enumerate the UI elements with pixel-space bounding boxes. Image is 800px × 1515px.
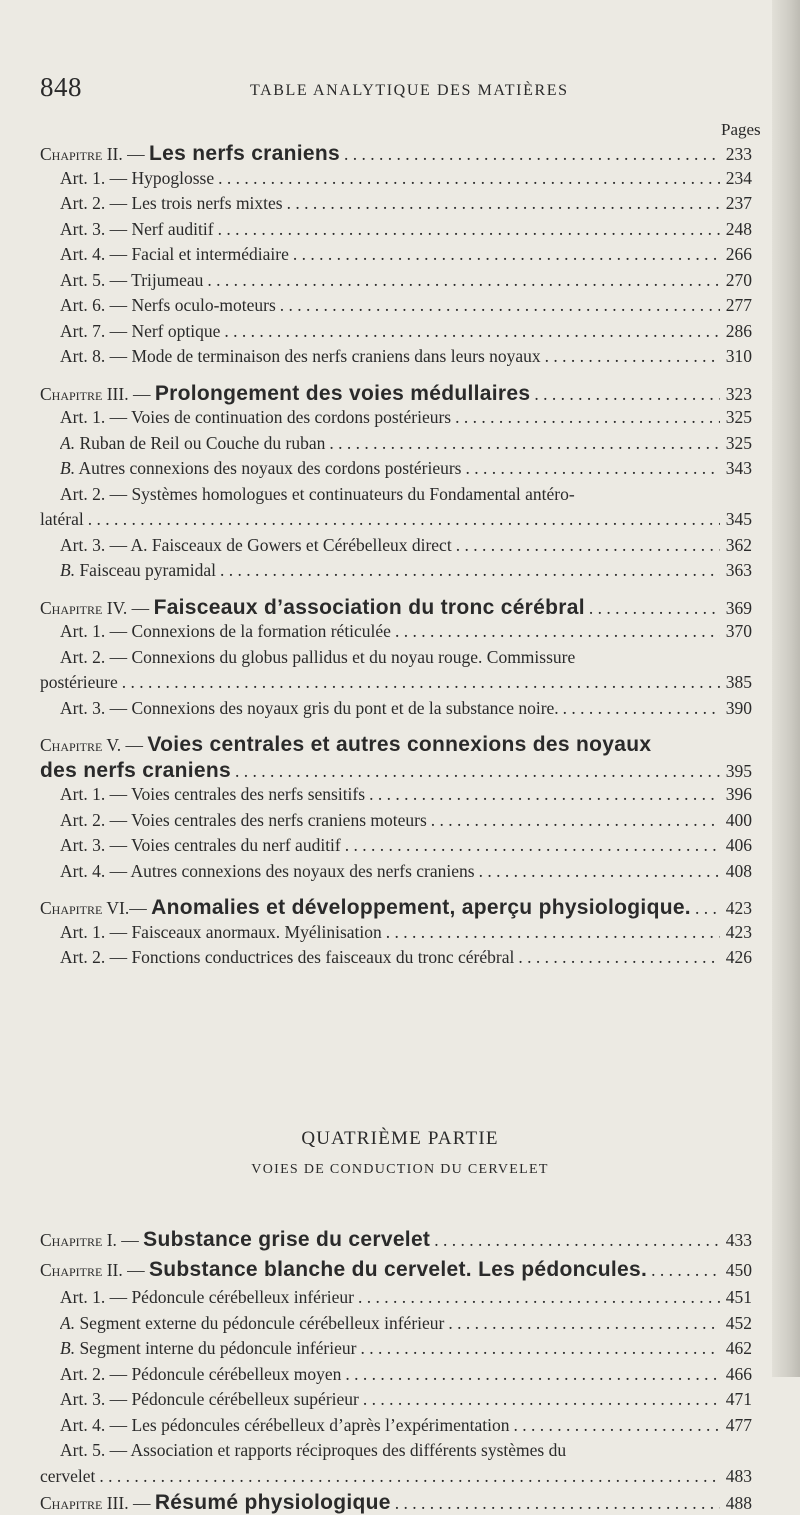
page-ref: 423: [725, 921, 752, 942]
page-ref: 408: [725, 860, 752, 881]
subsection-letter: A.: [60, 432, 76, 453]
page-ref: 369: [725, 597, 752, 618]
subsection-letter: B.: [60, 458, 76, 478]
subsection-letter: A.: [60, 1312, 76, 1333]
toc-entry: [60, 321, 752, 342]
page-ref: 363: [725, 560, 752, 580]
page-ref: 385: [725, 672, 752, 692]
page-ref: 423: [725, 898, 752, 918]
page-ref: 433: [725, 1230, 752, 1250]
toc-entry: [60, 698, 752, 719]
toc-entry: [60, 1338, 752, 1359]
page-ref: 396: [725, 784, 752, 804]
entry-label: [60, 1415, 509, 1436]
toc-entry-line: [40, 733, 752, 757]
page-ref: 325: [725, 407, 752, 427]
dot-leader: [541, 346, 720, 367]
chapter-title: Substance grise du cervelet: [143, 1228, 431, 1251]
toc-entry: [60, 193, 752, 214]
page-ref: 362: [725, 534, 752, 555]
toc-entry: [60, 346, 752, 367]
entry-label: [40, 1491, 391, 1515]
chapter-title: Résumé physiologique: [154, 1491, 391, 1514]
entry-label-cont: postérieure: [40, 672, 118, 692]
toc-entry: [40, 759, 752, 783]
article-title: Art. 7. — Nerf optique: [60, 320, 221, 341]
entry-label: [60, 433, 325, 454]
dot-leader: [391, 621, 720, 642]
page-ref: 323: [725, 383, 752, 404]
entry-label-cont: latéral: [40, 509, 84, 529]
article-title: Art. 2. — Fonctions conductrices des faisceaux du tronc cérébral: [60, 947, 515, 967]
page-ref: 471: [725, 1389, 752, 1409]
toc-entry: [60, 922, 752, 943]
dot-leader: [354, 1287, 720, 1308]
toc-entry-line: Art. 2. — Systèmes homologues et continuateurs du Fondamental antéro-: [60, 483, 575, 504]
entry-label: [60, 270, 203, 291]
subsection-letter: B.: [60, 560, 76, 580]
dot-leader: [84, 509, 720, 530]
toc-entry: [60, 1313, 752, 1334]
toc-entry: [60, 810, 752, 831]
toc-entry: [60, 1287, 752, 1308]
chapter-number: Chapitre II. —: [40, 144, 145, 164]
entry-label: [60, 193, 283, 214]
page-ref: 406: [725, 835, 752, 855]
article-title: Art. 6. — Nerfs oculo-moteurs: [60, 295, 276, 315]
dot-leader: [691, 898, 720, 919]
dot-leader: [216, 560, 720, 581]
article-title: Art. 4. — Autres connexions des noyaux des nerfs craniens: [60, 860, 475, 881]
page-ref: 483: [725, 1465, 752, 1486]
entry-label: [60, 560, 216, 581]
dot-leader: [341, 835, 720, 856]
entry-label: [40, 142, 340, 166]
entry-label: [40, 382, 530, 406]
entry-label: [60, 1364, 341, 1385]
article-title: Art. 3. — Voies centrales du nerf auditif: [60, 835, 341, 855]
toc-entry: [40, 509, 752, 530]
part-title: QUATRIÈME PARTIE: [301, 1128, 499, 1149]
page-ref: 266: [725, 244, 752, 264]
chapter-title: Faisceaux d’association du tronc cérébral: [153, 595, 585, 619]
toc-entry: [60, 1389, 752, 1410]
subsection-letter: B.: [60, 1338, 76, 1358]
page-number: 848: [40, 72, 82, 102]
dot-leader: [214, 168, 720, 189]
dot-leader: [341, 1364, 719, 1385]
entry-label: [60, 535, 452, 556]
dot-leader: [430, 1230, 720, 1251]
page-ref: 395: [725, 760, 752, 781]
toc-entry: [40, 1466, 752, 1487]
dot-leader: [359, 1389, 720, 1410]
page-ref: 237: [725, 193, 752, 213]
chapter-number: Chapitre VI.—: [40, 898, 147, 918]
dot-leader: [283, 193, 720, 214]
dot-leader: [340, 144, 720, 165]
page-ref: 370: [725, 621, 752, 641]
toc-entry: [60, 835, 752, 856]
subsection-title: Segment interne du pédoncule inférieur: [79, 1338, 357, 1358]
entry-label: [60, 295, 276, 316]
toc-entry: [60, 219, 752, 240]
dot-leader: [203, 270, 719, 291]
article-title: Art. 2. — Pédoncule cérébelleux moyen: [60, 1363, 342, 1384]
entry-label: [60, 1389, 359, 1410]
page-ref: 234: [725, 167, 752, 188]
subsection-title: Faisceau pyramidal: [79, 560, 217, 580]
article-title: Art. 1. — Voies centrales des nerfs sensitifs: [60, 784, 366, 804]
subsection-title: Autres connexions des noyaux des cordons postérieurs: [78, 458, 462, 478]
page-ref: 325: [725, 432, 752, 453]
toc-entry: [40, 1228, 752, 1252]
article-title: Art. 3. — Pédoncule cérébelleux supérieur: [60, 1389, 359, 1409]
toc-entry: [60, 244, 752, 265]
page-ref: 343: [725, 458, 752, 478]
entry-label: [40, 1258, 647, 1282]
dot-leader: [647, 1260, 720, 1281]
dot-leader: [585, 598, 720, 619]
entry-label: [60, 168, 214, 189]
dot-leader: [391, 1493, 720, 1514]
chapter-title: Voies centrales et autres connexions des noyaux: [147, 733, 652, 756]
page-ref: 452: [725, 1312, 752, 1333]
chapter-number: Chapitre IV. —: [40, 597, 150, 618]
article-title: Art. 4. — Facial et intermédiaire: [60, 244, 289, 264]
page-ref: 345: [725, 509, 752, 529]
page-ref: 400: [725, 809, 752, 830]
chapter-title-cont: des nerfs craniens: [40, 758, 231, 782]
toc-entry: [60, 295, 752, 316]
page-ref: 277: [725, 295, 752, 315]
subsection-title: Ruban de Reil ou Couche du ruban: [79, 432, 326, 453]
entry-label: [40, 672, 118, 693]
dot-leader: [427, 810, 720, 831]
dot-leader: [289, 244, 720, 265]
entry-label: [60, 621, 391, 642]
toc-entry: [40, 672, 752, 693]
article-title: Art. 2. — Les trois nerfs mixtes: [60, 193, 283, 213]
article-title: Art. 1. — Connexions de la formation réticulée: [60, 621, 391, 641]
entry-label: [60, 1287, 354, 1308]
toc-entry: [60, 1364, 752, 1385]
entry-label: [60, 321, 220, 342]
entry-label: [40, 896, 691, 920]
page-ref: 488: [725, 1493, 752, 1513]
toc-entry-line: Art. 2. — Connexions du globus pallidus et du noyau rouge. Commissure: [60, 646, 576, 667]
page-ref: 286: [725, 320, 752, 341]
page-ref: 466: [725, 1363, 752, 1384]
entry-label: [60, 219, 214, 240]
chapter-number: Chapitre V. —: [40, 735, 144, 755]
dot-leader: [444, 1313, 719, 1334]
running-head: TABLE ANALYTIQUE DES MATIÈRES: [250, 82, 569, 99]
entry-label: [60, 861, 475, 882]
entry-label: [40, 1228, 430, 1252]
dot-leader: [451, 407, 720, 428]
subsection-title: Segment externe du pédoncule cérébelleux inférieur: [79, 1312, 445, 1333]
dot-leader: [382, 922, 720, 943]
article-title: Art. 3. — A. Faisceaux de Gowers et Cérébelleux direct: [60, 534, 452, 555]
dot-leader: [514, 947, 719, 968]
toc-entry: [60, 861, 752, 882]
dot-leader: [356, 1338, 719, 1359]
toc-entry: [60, 407, 752, 428]
chapter-title: Les nerfs craniens: [149, 142, 340, 165]
page-ref: 390: [725, 697, 752, 718]
toc-entry: [40, 896, 752, 920]
entry-label: [60, 458, 461, 479]
entry-label: [60, 407, 451, 428]
entry-label: [60, 244, 289, 265]
page-ref: 270: [725, 269, 752, 290]
entry-label: [40, 733, 651, 757]
article-title: Art. 1. — Hypoglosse: [60, 167, 215, 188]
article-title: Art. 1. — Faisceaux anormaux. Myélinisation: [60, 921, 382, 942]
entry-label: [60, 835, 341, 856]
toc-entry: [60, 560, 752, 581]
chapter-number: Chapitre I. —: [40, 1230, 139, 1250]
page-ref: 248: [725, 218, 752, 239]
article-title: Art. 1. — Pédoncule cérébelleux inférieur: [60, 1287, 354, 1307]
entry-label: [40, 759, 231, 783]
entry-label: [60, 346, 541, 367]
page-ref: 426: [725, 947, 752, 967]
page-ref: 477: [725, 1414, 752, 1435]
toc-entry: [40, 596, 752, 620]
toc-entry: [40, 1258, 752, 1282]
pages-column-label: Pages: [721, 120, 761, 139]
dot-leader: [118, 672, 720, 693]
dot-leader: [95, 1466, 719, 1487]
toc-entry: [60, 458, 752, 479]
entry-label: [40, 1466, 95, 1487]
dot-leader: [475, 861, 720, 882]
dot-leader: [231, 761, 720, 782]
toc-entry-line: Art. 5. — Association et rapports réciproques des différents systèmes du: [60, 1440, 567, 1460]
toc-entry: [60, 270, 752, 291]
dot-leader: [559, 698, 720, 719]
entry-label: [60, 698, 559, 719]
article-title: Art. 3. — Connexions des noyaux gris du pont et de la substance noire.: [60, 697, 559, 718]
page-ref: 450: [725, 1259, 752, 1280]
entry-label: [40, 596, 585, 620]
article-title: Art. 3. — Nerf auditif: [60, 218, 214, 239]
dot-leader: [461, 458, 719, 479]
dot-leader: [530, 384, 719, 405]
entry-label: [60, 1313, 444, 1334]
dot-leader: [276, 295, 720, 316]
toc-entry: [60, 168, 752, 189]
entry-label: [40, 509, 84, 530]
article-title: Art. 4. — Les pédoncules cérébelleux d’après l’expérimentation: [60, 1414, 510, 1435]
toc-entry: [40, 1491, 752, 1515]
chapter-title: Anomalies et développement, aperçu physiologique.: [151, 896, 691, 919]
entry-label: [60, 810, 427, 831]
article-title: Art. 5. — Trijumeau: [60, 269, 204, 290]
chapter-title: Substance blanche du cervelet. Les pédoncules.: [149, 1257, 648, 1281]
chapter-title: Prolongement des voies médullaires: [154, 381, 531, 405]
toc-entry: [60, 1415, 752, 1436]
toc-entry: [60, 621, 752, 642]
page-ref: 233: [725, 144, 752, 164]
toc-entry: [40, 142, 752, 166]
dot-leader: [220, 321, 719, 342]
entry-label: [60, 922, 382, 943]
page-ref: 462: [725, 1338, 752, 1358]
entry-label-cont: cervelet: [40, 1465, 96, 1486]
toc-entry: [60, 535, 752, 556]
article-title: Art. 1. — Voies de continuation des cordons postérieurs: [60, 407, 452, 427]
toc-entry: [60, 947, 752, 968]
toc-entry: [60, 433, 752, 454]
dot-leader: [214, 219, 720, 240]
entry-label: [60, 784, 365, 805]
dot-leader: [452, 535, 720, 556]
part-subtitle: VOIES DE CONDUCTION DU CERVELET: [251, 1162, 549, 1177]
article-title: Art. 2. — Voies centrales des nerfs craniens moteurs: [60, 809, 427, 830]
page-ref: 310: [725, 346, 752, 366]
toc-entry: [40, 382, 752, 406]
chapter-number: Chapitre III. —: [40, 1493, 151, 1513]
chapter-number: Chapitre III. —: [40, 383, 151, 404]
dot-leader: [325, 433, 719, 454]
chapter-number: Chapitre II. —: [40, 1259, 145, 1280]
toc-entry: [60, 784, 752, 805]
page-ref: 451: [725, 1287, 752, 1307]
dot-leader: [509, 1415, 719, 1436]
entry-label: [60, 1338, 356, 1359]
entry-label: [60, 947, 514, 968]
dot-leader: [365, 784, 720, 805]
article-title: Art. 8. — Mode de terminaison des nerfs craniens dans leurs noyaux: [60, 346, 541, 366]
